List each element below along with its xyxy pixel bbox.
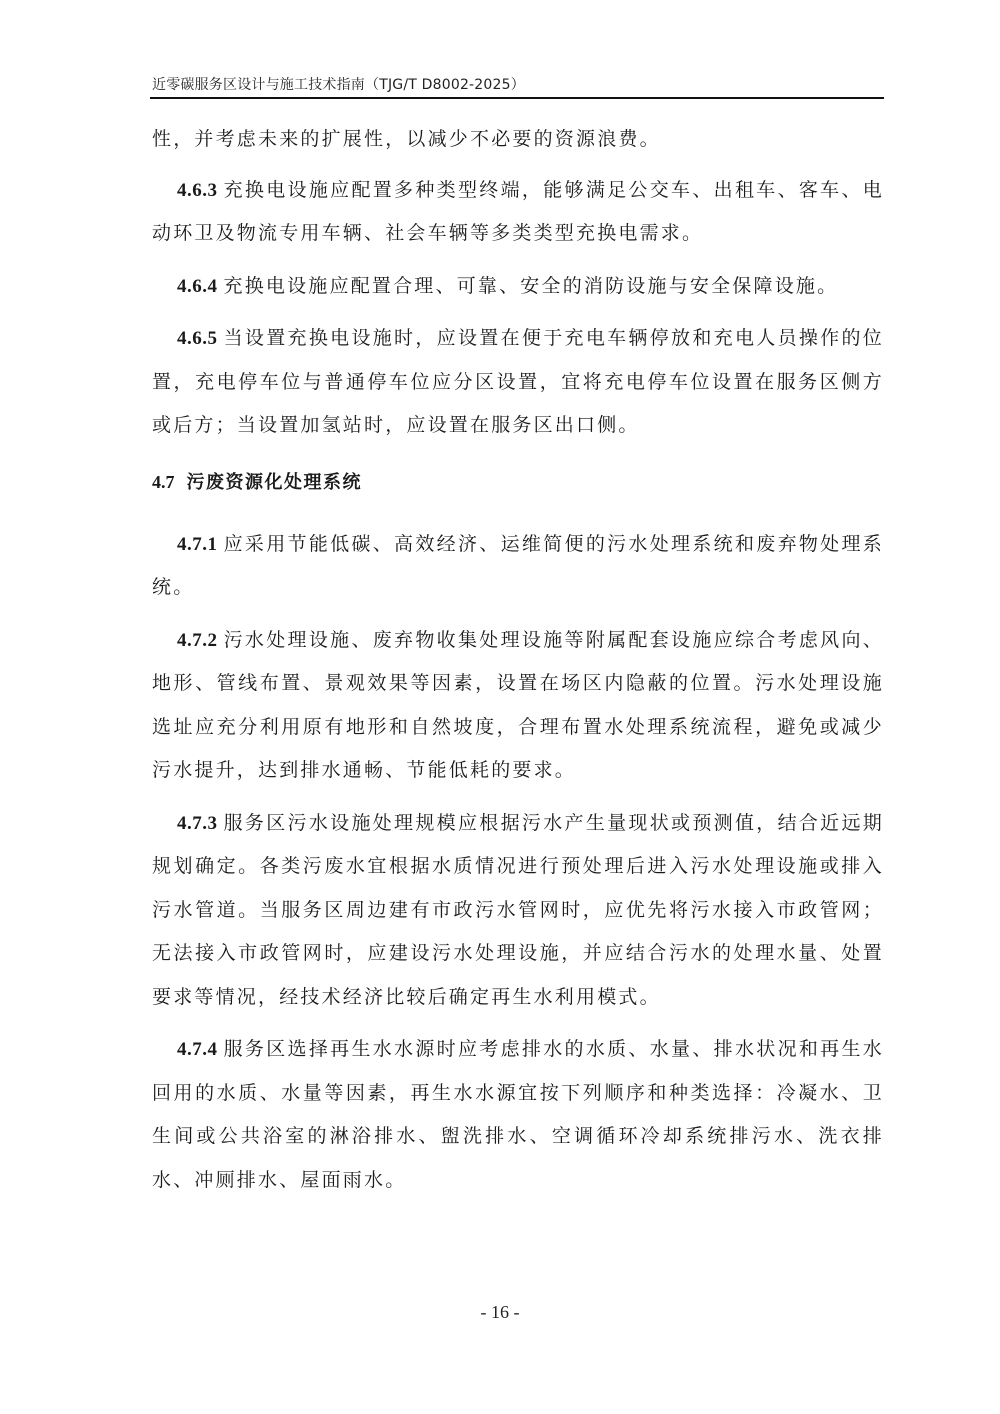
- clause-text: 当设置充换电设施时，应设置在便于充电车辆停放和充电人员操作的位置，充电停车位与普通停车位应分区设置，宜将充电停车位设置在服务区侧方或后方；当设置加氢站时，应设置在服务区出口侧。: [152, 327, 884, 436]
- clause-number: 4.7.1: [177, 533, 218, 555]
- clause-4-7-4: [152, 1028, 884, 1202]
- clause-4-6-4: [152, 265, 884, 309]
- clause-number: 4.7.3: [177, 812, 218, 834]
- clause-text: 污水处理设施、废弃物收集处理设施等附属配套设施应综合考虑风向、地形、管线布置、景观效果等因素，设置在场区内隐蔽的位置。污水处理设施选址应充分利用原有地形和自然坡度，合理布置水处理系统流程，避免或减少污水提升，达到排水通畅、节能低耗的要求。: [152, 628, 884, 781]
- clause-number: 4.6.4: [177, 275, 218, 297]
- clause-4-6-3: [152, 169, 884, 256]
- clause-number: 4.7.4: [177, 1039, 218, 1060]
- section-title: 污废资源化处理系统: [186, 471, 362, 493]
- page-number: - 16 -: [480, 1302, 520, 1322]
- section-number: 4.7: [152, 471, 175, 492]
- clause-text: 充换电设施应配置合理、可靠、安全的消防设施与安全保障设施。: [223, 274, 839, 297]
- clause-text: 充换电设施应配置多种类型终端，能够满足公交车、出租车、客车、电动环卫及物流专用车辆、社会车辆等多类类型充换电需求。: [152, 178, 884, 244]
- clause-number: 4.7.2: [177, 629, 218, 651]
- clause-4-7-1: [152, 523, 884, 610]
- section-heading: [152, 466, 884, 499]
- clause-number: 4.6.5: [177, 328, 218, 349]
- clause-text: 服务区污水设施处理规模应根据污水产生量现状或预测值，结合近远期规划确定。各类污废水宜根据水质情况进行预处理后进入污水处理设施或排入污水管道。当服务区周边建有市政污水管网时，应优先将污水接入市政管网；无法接入市政管网时，应建设污水处理设施，并应结合污水的处理水量、处置要求等情况，经技术经济比较后确定再生水利用模式。: [152, 811, 884, 1008]
- document-body: [152, 118, 884, 1211]
- clause-number: 4.6.3: [177, 179, 218, 201]
- running-header: 近零碳服务区设计与施工技术指南（TJG/T D8002-2025）: [152, 77, 525, 93]
- header-divider: [150, 97, 884, 99]
- clause-text: 服务区选择再生水水源时应考虑排水的水质、水量、排水状况和再生水回用的水质、水量等因素，再生水水源宜按下列顺序和种类选择：冷凝水、卫生间或公共浴室的淋浴排水、盥洗排水、空调循环冷却系统排污水、洗衣排水、冲厕排水、屋面雨水。: [152, 1038, 884, 1191]
- clause-4-7-3: [152, 802, 884, 1020]
- paragraph-continuation: 性，并考虑未来的扩展性，以减少不必要的资源浪费。: [152, 128, 661, 150]
- clause-4-6-5: [152, 317, 884, 448]
- clause-4-7-2: [152, 619, 884, 793]
- clause-text: 应采用节能低碳、高效经济、运维简便的污水处理系统和废弃物处理系统。: [152, 532, 884, 598]
